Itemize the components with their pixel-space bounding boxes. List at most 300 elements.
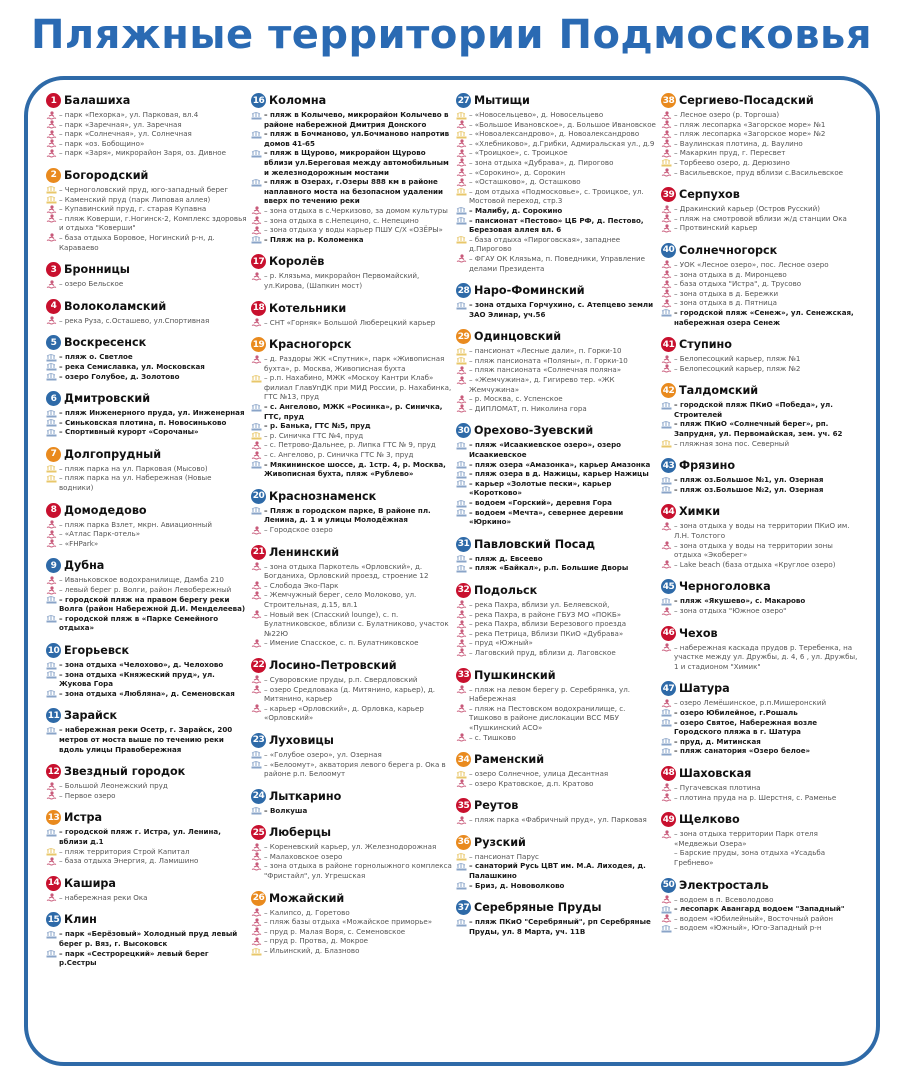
beach-list-item [46,362,247,372]
district-block [456,422,657,526]
swimmer-icon [661,280,672,289]
swimmer-icon [456,404,467,413]
beach-location-text: – Барские пруды, зона отдыха «Усадьба Гребнево» [674,848,826,867]
beach-list-item [456,685,657,704]
district-header [46,809,247,826]
beach-list-item [46,185,247,195]
swimmer-icon [661,914,672,923]
beach-list-item [456,110,657,120]
beach-list-item [251,177,452,206]
district-block [251,657,452,723]
beach-location-text: – зона отдыха «Дубрава», д. Пирогово [469,157,614,167]
district-number-badge: 5 [46,335,61,350]
beach-location-text: – пляж парка на ул. Парковая (Мысово) [59,463,208,473]
beach-location-text: – карьер «Орловский», д. Орловка, карьер «Орловский» [264,703,424,723]
district-number-badge: 1 [46,93,61,108]
district-number-badge: 40 [661,243,676,258]
beach-icon [46,949,57,958]
district-block [46,763,247,800]
beach-location-text: – ФГАУ ОК Клязьма, п. Поведники, Управление делами Президента [469,253,645,273]
beach-location-text: – Ильинский, д. Блазново [264,946,360,956]
beach-location-text: – пляж территория Строй Капитал [59,846,190,856]
beach-list-item [456,508,657,527]
beach-location-text: – санаторий Русь ЦВТ им. М.А. Лиходея, д. Палашкино [469,861,646,881]
beach-location-text: – парк «оз. Бобощино» [59,138,145,148]
district-number-badge: 37 [456,900,471,915]
district-name: Бронницы [64,263,130,277]
beach-list-item [661,698,862,708]
swimmer-icon [251,526,262,535]
swimmer-icon [661,522,672,531]
beach-list-item [251,581,452,591]
district-header [251,300,452,317]
swimmer-icon [251,908,262,917]
beach-list-item [46,520,247,530]
beach-list-item [456,779,657,789]
beach-icon [456,347,467,356]
district-block [661,336,862,373]
beach-location-text: – городской пляж «Сенеж», ул. Сенежская, набережная озера Сенеж [674,307,854,327]
beach-list-item [251,704,452,723]
beach-icon [661,158,672,167]
district-number-badge: 44 [661,504,676,519]
beach-location-text: – дом отдыха «Подмосковье», с. Троицкое, ул. Мостовой переход, стр.3 [469,186,644,206]
beach-location-text: – пляж в Колычево, микрорайон Колычево в районе набережной Дмитрия Донского [264,110,449,129]
beach-icon [456,770,467,779]
district-number-badge: 7 [46,447,61,462]
swimmer-icon [46,280,57,289]
beach-list-item [251,110,452,129]
beach-list-item [46,139,247,149]
district-block [46,334,247,381]
beach-list-item [46,427,247,437]
beach-list-item [46,929,247,948]
beach-location-text: – Новый век (Спасский lounge), с. п. Булатниковское, вблизи с. Булатниково, участок №22Ю [264,609,449,638]
beach-location-text: – пляж «Якушево», с. Макарово [674,596,806,606]
beach-list-item [251,129,452,148]
district-block [46,261,247,289]
beach-list-item [46,575,247,585]
district-name: Химки [679,505,721,519]
beach-list-item [251,216,452,226]
beach-list-item [661,260,862,270]
beach-list-item [46,473,247,492]
district-number-badge: 14 [46,876,61,891]
district-number-badge: 4 [46,299,61,314]
beach-icon [46,726,57,735]
beach-icon [661,308,672,317]
district-number-badge: 18 [251,301,266,316]
beach-location-text: – пляж в Щурово, микрорайон Щурово вблизи ул.Береговая между автомобильным и железнодорожным мостами [264,148,449,177]
district-header [46,502,247,519]
beach-icon [251,130,262,139]
swimmer-icon [251,675,262,684]
beach-icon [456,187,467,196]
district-header [46,261,247,278]
beach-list-item [456,120,657,130]
beach-list-item [661,793,862,803]
district-number-badge: 21 [251,545,266,560]
swimmer-icon [456,178,467,187]
beach-icon [456,479,467,488]
beach-list-item [661,308,862,327]
district-name: Серпухов [679,188,740,202]
beach-location-text: – зона отдыха территории Парк отеля «Медвежьи Озера» [674,829,818,848]
beach-list-item [456,852,657,862]
beach-list-item [251,936,452,946]
beach-icon [456,356,467,365]
swimmer-icon [46,214,57,223]
beach-location-text: – пляж санатория «Озеро белое» [674,746,811,756]
beach-icon [46,185,57,194]
beach-list-item [456,769,657,779]
beach-list-item [661,214,862,224]
beach-icon [456,862,467,871]
beach-icon [46,418,57,427]
beach-location-text: – СНТ «Горняк» Большой Люберецкий карьер [264,317,436,327]
district-block [46,642,247,698]
beach-location-text: – Мякининское шоссе, д. 1стр. 4, р. Москва, Живописная бухта, пляж «Рублево» [264,459,446,479]
beach-location-text: – озеро Бельское [59,279,124,289]
swimmer-icon [46,120,57,129]
beach-location-text: – Лесное озеро (р. Торгоша) [674,110,780,119]
swimmer-icon [251,318,262,327]
swimmer-icon [251,441,262,450]
swimmer-icon [661,560,672,569]
beach-location-text: – «Белоомут», акватория левого берега р. Ока в районе р.п. Белоомут [264,759,446,779]
beach-location-text: – «Осташково», д. Осташково [469,177,581,187]
beach-location-text: – пляж д. Евсеево [469,553,543,563]
beach-location-text: – р. Москва, с. Успенское [469,394,563,404]
district-block [661,625,862,672]
district-name: Серебряные Пруды [474,901,602,915]
beach-list-item [661,204,862,214]
beach-list-item [661,139,862,149]
beach-location-text: – Синьковская плотина, п. Новосиньково [59,417,227,427]
swimmer-icon [661,699,672,708]
beach-list-item [251,852,452,862]
district-block [251,253,452,290]
beach-location-text: – река Петрица, Вблизи ПКиО «Дубрава» [469,628,624,638]
beach-list-item [46,408,247,418]
district-name: Ленинский [269,545,340,559]
beach-list-item [456,881,657,891]
district-number-badge: 38 [661,93,676,108]
beach-list-item [251,638,452,648]
beach-location-text: – озеро Святое, Набережная возле Городского пляжа в г. Шатура [674,717,818,737]
beach-location-text: – плотина пруда на р. Шерстня, с. Раменье [674,792,837,802]
beach-icon [251,111,262,120]
beach-list-item [46,856,247,866]
beach-list-item [251,760,452,779]
swimmer-icon [251,451,262,460]
beach-list-item [456,216,657,235]
beach-icon [46,428,57,437]
district-block [456,328,657,413]
beach-list-item [456,148,657,158]
beach-icon [46,362,57,371]
beach-location-text: – Белопесоцкий карьер, пляж №1 [674,354,801,364]
swimmer-icon [46,893,57,902]
swimmer-icon [661,541,672,550]
district-header [661,625,862,642]
beach-location-text: – д. Раздоры ЖК «Спутник», парк «Живописная бухта», р. Москва, Живописная бухта [264,354,445,373]
beach-list-item [456,815,657,825]
beach-list-item [46,418,247,428]
beach-icon [456,130,467,139]
beach-list-item [661,129,862,139]
beach-list-item [661,279,862,289]
swimmer-icon [456,639,467,648]
beach-location-text: – пляж парка на ул. Набережная (Новые водники) [59,473,212,493]
beach-list-item [661,560,862,570]
beach-location-text: – водоем в п. Всеволодово [674,894,774,904]
beach-location-text: – водоем «Юбилейный», Восточный район [674,913,834,923]
swimmer-icon [456,376,467,385]
swimmer-icon [661,607,672,616]
district-number-badge: 48 [661,766,676,781]
district-header [46,390,247,407]
beach-list-item [46,195,247,205]
beach-location-text: – пляж о. Светлое [59,352,133,362]
beach-location-text: – пляж на Пестовском водохранилище, с. Тишково в районе дислокации ВСС МБУ «Пушкинский АСО» [469,703,626,732]
swimmer-icon [251,918,262,927]
district-block [661,92,862,177]
district-block [456,667,657,743]
swimmer-icon [46,130,57,139]
beach-icon [251,760,262,769]
beach-list-item [661,606,862,616]
beach-icon [661,924,672,933]
district-block [251,544,452,648]
swimmer-icon [661,120,672,129]
beach-icon [661,401,672,410]
beach-location-text: – «Голубое озеро», ул. Озерная [264,749,382,759]
beach-list-item [251,685,452,704]
swimmer-icon [251,610,262,619]
swimmer-icon [456,254,467,263]
district-number-badge: 10 [46,643,61,658]
district-block [661,578,862,615]
district-name: Звездный городок [64,765,186,779]
beach-list-item [251,917,452,927]
district-block [46,446,247,493]
district-name: Коломна [269,94,327,107]
district-name: Шаховская [679,766,752,780]
swimmer-icon [456,168,467,177]
beach-icon [251,806,262,815]
beach-icon [456,460,467,469]
district-header [251,732,452,749]
district-header [456,582,657,599]
beach-location-text: – р. Синичка ГТС №4, пруд [264,430,364,440]
district-header [251,544,452,561]
beach-location-text: – Васильевское, пруд вблизи с.Васильевское [674,167,844,177]
beach-location-text: – Купавинский пруд, г. старая Купавна [59,204,207,214]
district-header [251,657,452,674]
district-block [46,875,247,903]
beach-list-item [46,725,247,754]
district-header [46,446,247,463]
district-name: Краснознаменск [269,489,377,503]
swimmer-icon [456,620,467,629]
swimmer-icon [661,830,672,839]
district-block [661,877,862,933]
district-name: Кашира [64,876,116,890]
beach-list-item [661,643,862,672]
swimmer-icon [46,520,57,529]
district-number-badge: 33 [456,668,471,683]
district-number-badge: 2 [46,168,61,183]
district-name: Чехов [679,626,718,640]
district-number-badge: 13 [46,810,61,825]
district-header [46,642,247,659]
beach-icon [46,614,57,623]
beach-location-text: – «Сорокино», д. Сорокин [469,167,566,177]
beach-location-text: – пруд р. Протва, д. Мокрое [264,936,369,946]
beach-location-text: – пансионат «Лесные дали», п. Горки-10 [469,346,622,356]
swimmer-icon [46,791,57,800]
beach-location-text: – водоем «Горский», деревня Гора [469,498,612,507]
swimmer-icon [251,355,262,364]
beach-icon [46,828,57,837]
beach-list-item [456,346,657,356]
beach-location-text: – зона отдыха в районе горнолыжного комплекса "Фристайл", ул. Угрешская [264,861,452,881]
district-name: Долгопрудный [64,447,162,461]
district-header [456,282,657,299]
beach-list-item [46,595,247,614]
beach-list-item [46,279,247,289]
district-header [251,92,452,109]
beach-icon [251,178,262,187]
swimmer-icon [251,937,262,946]
beach-list-item [46,352,247,362]
beach-location-text: – Иваньковское водохранилище, Дамба 210 [59,575,224,585]
beach-location-text: – база отдыха Энергия, д. Ламишино [59,856,199,866]
district-block [661,457,862,494]
swimmer-icon [661,783,672,792]
district-columns [46,92,866,1042]
swimmer-icon [661,205,672,214]
swimmer-icon [46,782,57,791]
beach-list-item [661,298,862,308]
swimmer-icon [251,206,262,215]
beach-list-item [456,177,657,187]
beach-icon [456,235,467,244]
beach-icon [46,689,57,698]
beach-location-text: – пляж «Байкал», р.п. Большие Дворы [469,563,629,573]
swimmer-icon [661,643,672,652]
swimmer-icon [251,272,262,281]
beach-location-text: – пляж Коверши, г.Ногинск-2, Комплекс здоровья и отдыха "Коверши" [59,213,247,233]
district-name: Луховицы [269,733,334,747]
beach-icon [251,460,262,469]
beach-list-item [251,206,452,216]
beach-icon [456,564,467,573]
district-number-badge: 8 [46,503,61,518]
district-name: Красногорск [269,338,352,352]
district-header [661,186,862,203]
beach-location-text: – парк «Пехорка», ул. Парковая, вл.4 [59,110,199,119]
district-block [456,582,657,658]
beach-location-text: – с. Тишково [469,732,516,742]
beach-list-item [661,120,862,130]
beach-location-text: – карьер «Золотые пески», карьер «Коротково» [469,478,612,498]
beach-list-item [46,585,247,595]
beach-location-text: – зона отдыха Горчухино, с. Атепцево земли ЗАО Элинар, уч.56 [469,300,654,319]
beach-list-item [661,718,862,737]
district-name: Электросталь [679,878,769,892]
beach-list-item [456,648,657,658]
beach-location-text: – озеро Голубое, д. Золотово [59,371,180,381]
swimmer-icon [251,591,262,600]
beach-list-item [251,861,452,880]
beach-location-text: – база отдыха «Пироговская», западнее д.Пирогово [469,234,621,254]
beach-list-item [251,440,452,450]
district-header [46,298,247,315]
beach-list-item [456,404,657,414]
district-block [46,911,247,967]
beach-location-text: – городской пляж в «Парке Семейного отдыха» [59,613,219,633]
beach-icon [661,597,672,606]
beach-location-text: – база отдыха Боровое, Ногинский р-н, д. Караваево [59,232,215,252]
swimmer-icon [251,843,262,852]
beach-list-item [661,270,862,280]
beach-icon [661,747,672,756]
beach-location-text: – пляж оз.Большое №1, ул. Озерная [674,475,824,485]
district-name: Солнечногорск [679,243,778,257]
beach-list-item [251,675,452,685]
beach-icon [46,195,57,204]
beach-location-text: – Протвинский карьер [674,223,758,233]
district-block [251,336,452,479]
district-number-badge: 42 [661,383,676,398]
beach-location-text: – Имение Спасское, с. п. Булатниковское [264,638,419,648]
beach-list-item [456,139,657,149]
beach-location-text: – пляж на левом берегу р. Серебрянка, ул. Набережная [469,684,631,704]
swimmer-icon [251,927,262,936]
beach-list-item [251,402,452,421]
blank-icon [661,849,672,858]
district-name: Рузский [474,835,526,849]
beach-icon [456,852,467,861]
beach-location-text: – р.п. Нахабино, МЖК «Москоу Кантри Клаб» филиал ГлавУпДК при МИД России, р. Нахабинка, ГТС №13, пруд [264,373,452,402]
beach-icon [251,374,262,383]
district-number-badge: 16 [251,93,266,108]
district-block [456,899,657,936]
swimmer-icon [661,111,672,120]
district-header [456,536,657,553]
beach-location-text: – Калипсо, д. Горетово [264,907,350,917]
beach-list-item [456,356,657,366]
district-name: Талдомский [679,384,759,398]
beach-icon [456,216,467,225]
district-name: Клин [64,913,97,927]
swimmer-icon [251,639,262,648]
beach-list-item [661,223,862,233]
beach-location-text: – Городское озеро [264,525,333,534]
swimmer-icon [456,149,467,158]
swimmer-icon [456,600,467,609]
district-number-badge: 47 [661,681,676,696]
swimmer-icon [456,648,467,657]
beach-location-text: – Белопесоцкий карьер, пляж №2 [674,363,801,373]
swimmer-icon [661,139,672,148]
beach-icon [251,750,262,759]
beach-icon [661,718,672,727]
district-name: Можайский [269,891,345,905]
beach-location-text: – озеро Средловака (д. Митянино, карьер), д. Митянино, карьер [264,684,436,704]
